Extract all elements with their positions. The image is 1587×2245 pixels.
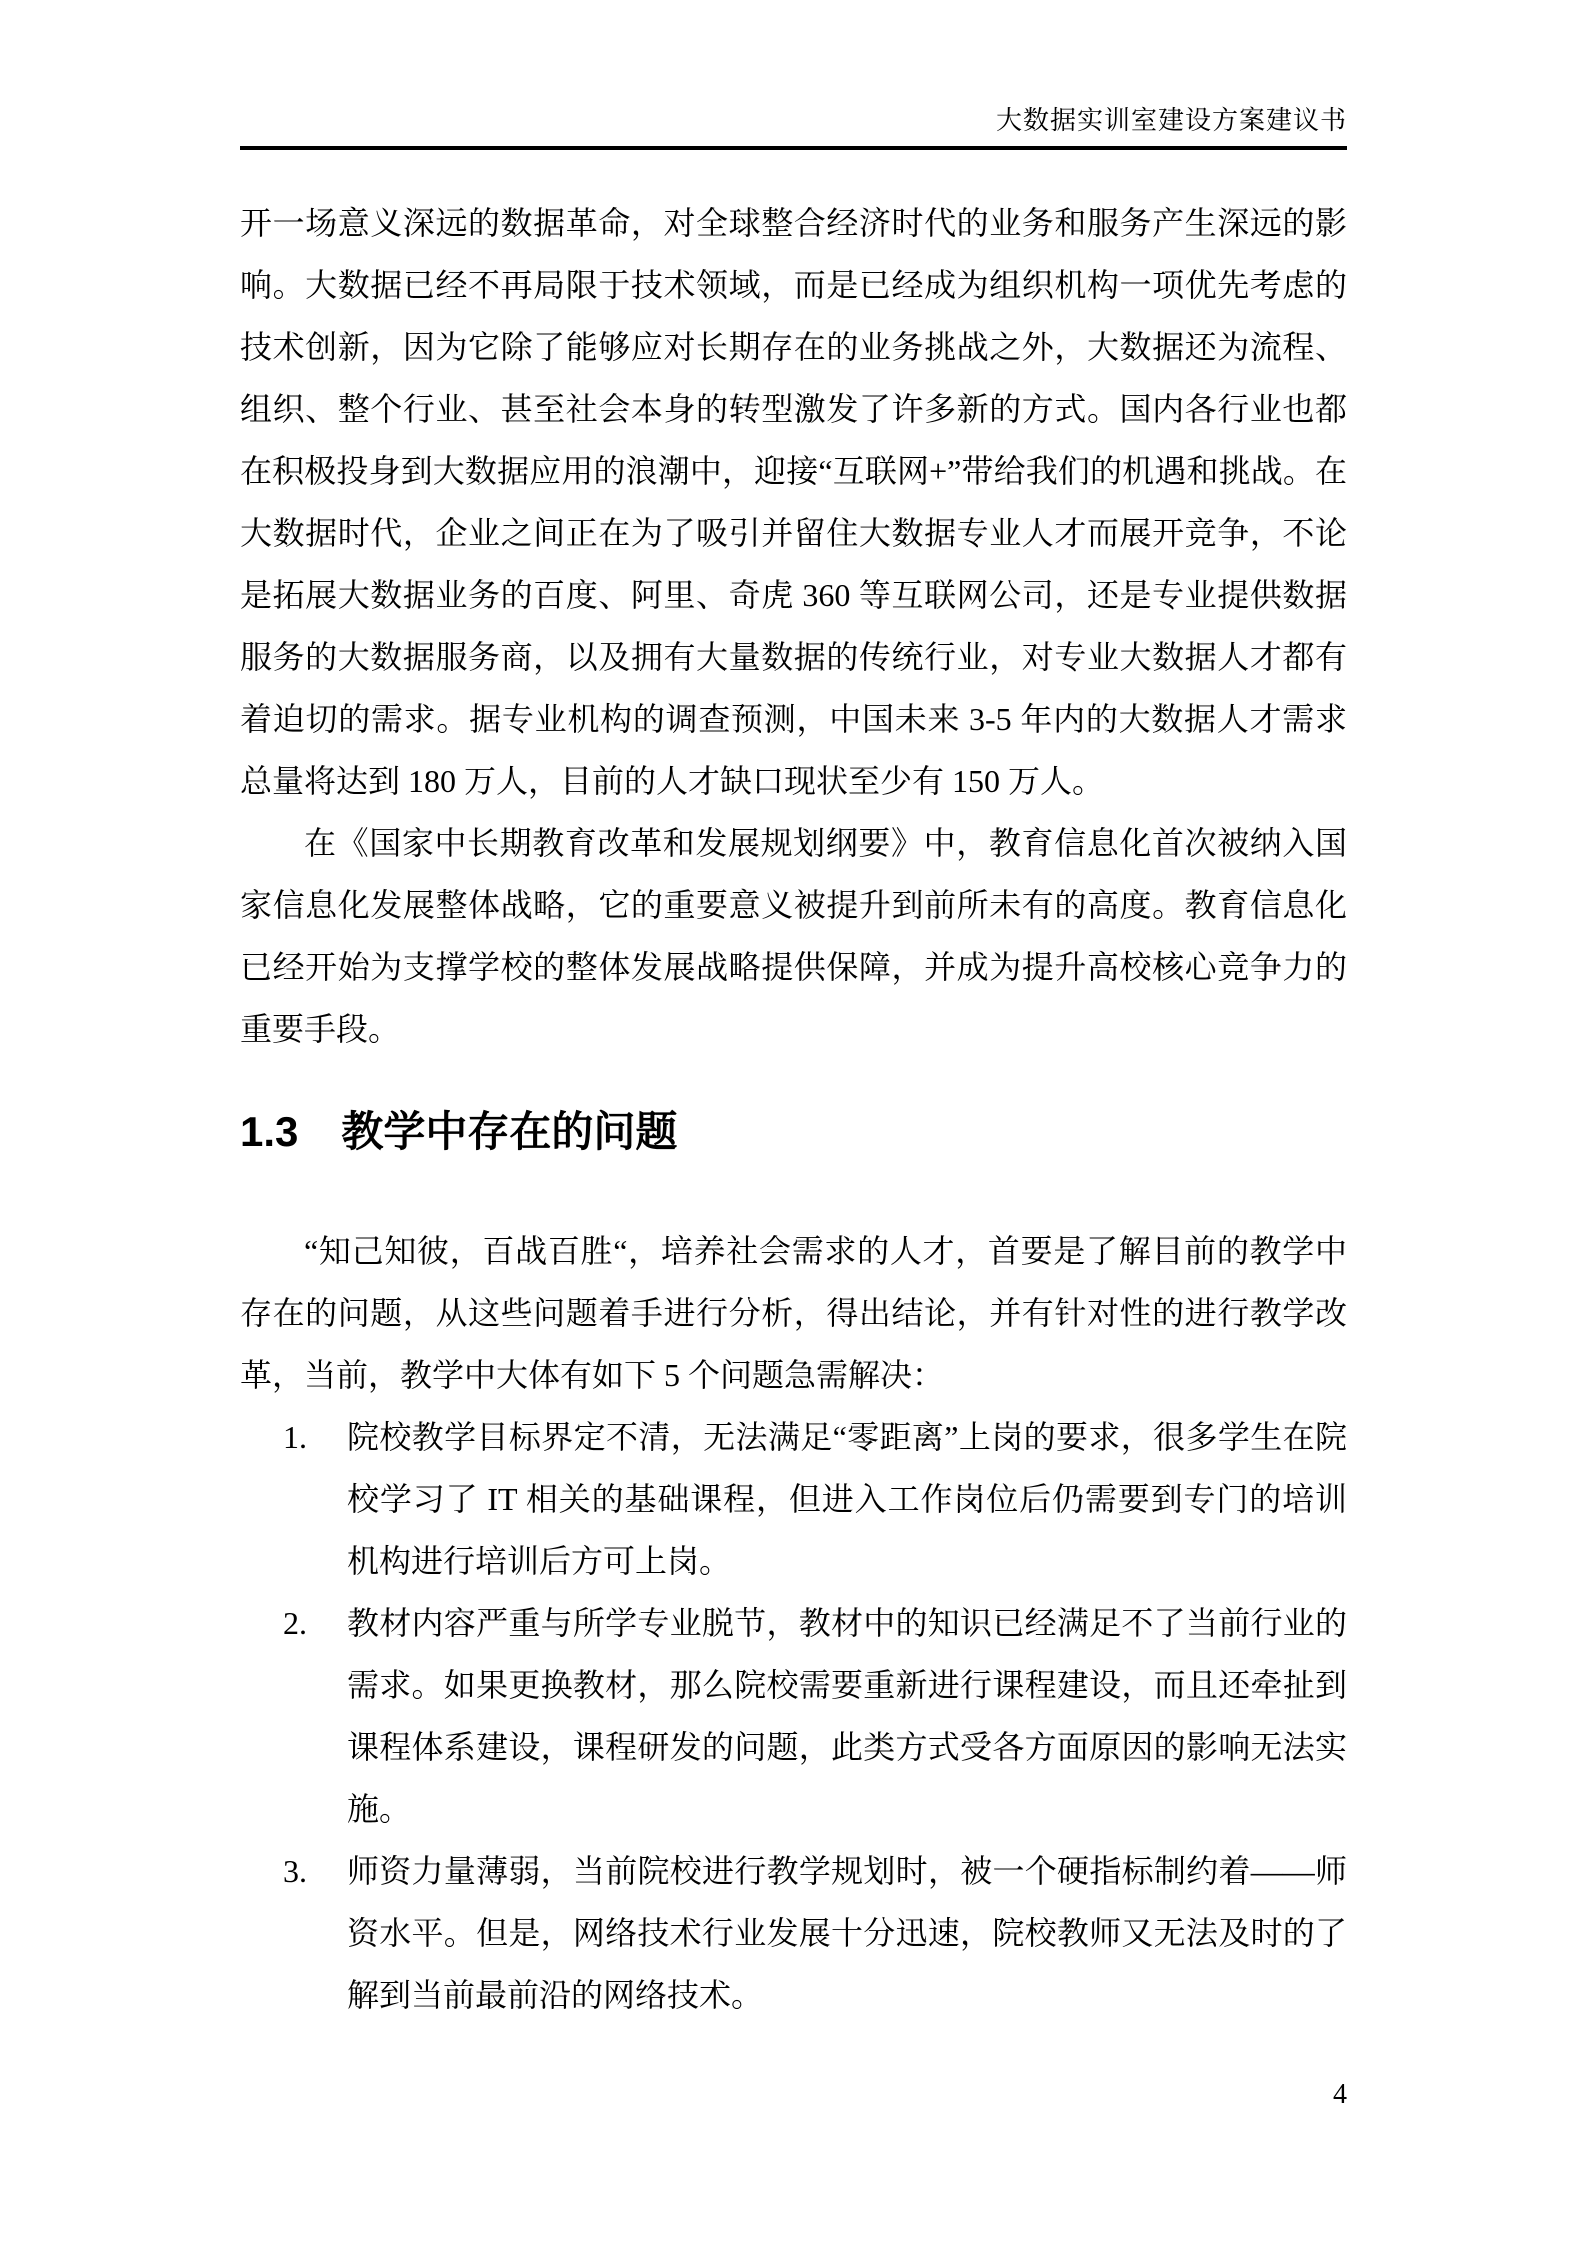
list-item-text: 教材内容严重与所学专业脱节，教材中的知识已经满足不了当前行业的需求。如果更换教材，那么院校需要重新进行课程建设，而且还牵扯到课程体系建设，课程研发的问题，此类方式受各方面原因的影响无法实施。 [347, 1605, 1347, 1827]
section-number: 1.3 [240, 1108, 299, 1155]
list-item-number: 1. [283, 1419, 307, 1455]
paragraph-teaching-problems-intro: “知己知彼，百战百胜“，培养社会需求的人才，首要是了解目前的教学中存在的问题，从这些问题着手进行分析，得出结论，并有针对性的进行教学改革，当前，教学中大体有如下 5 个问题急需解决： [240, 1233, 1347, 1393]
document-body [240, 192, 1347, 2026]
section-heading [240, 1104, 1347, 1160]
list-item-number: 3. [283, 1853, 307, 1889]
list-item [240, 1406, 1347, 1592]
problem-list [240, 1406, 1347, 2026]
section-title: 教学中存在的问题 [341, 1108, 678, 1155]
page-content [240, 104, 1347, 2026]
list-item [240, 1592, 1347, 1840]
page-footer [240, 2078, 1347, 2112]
header-title: 大数据实训室建设方案建议书 [995, 106, 1347, 135]
page-number: 4 [1333, 2079, 1347, 2110]
paragraph-big-data-revolution: 开一场意义深远的数据革命，对全球整合经济时代的业务和服务产生深远的影响。大数据已经不再局限于技术领域，而是已经成为组织机构一项优先考虑的技术创新，因为它除了能够应对长期存在的业务挑战之外，大数据还为流程、组织、整个行业、甚至社会本身的转型激发了许多新的方式。国内各行业也都在积极投身到大数据应用的浪潮中，迎接“互联网+”带给我们的机遇和挑战。在大数据时代，企业之间正在为了吸引并留住大数据专业人才而展开竞争，不论是拓展大数据业务的百度、阿里、奇虎 360 等互联网公司，还是专业提供数据服务的大数据服务商，以及拥有大量数据的传统行业，对专业大数据人才都有着迫切的需求。据专业机构的调查预测，中国未来 3-5 年内的大数据人才需求总量将达到 180 万人，目前的人才缺口现状至少有 150 万人。 [240, 205, 1347, 799]
list-item-number: 2. [283, 1605, 307, 1641]
list-item-text: 师资力量薄弱，当前院校进行教学规划时，被一个硬指标制约着——师资水平。但是，网络技术行业发展十分迅速，院校教师又无法及时的了解到当前最前沿的网络技术。 [347, 1853, 1347, 2013]
paragraph-education-informatization: 在《国家中长期教育改革和发展规划纲要》中，教育信息化首次被纳入国家信息化发展整体战略，它的重要意义被提升到前所未有的高度。教育信息化已经开始为支撑学校的整体发展战略提供保障，并成为提升高校核心竞争力的重要手段。 [240, 825, 1347, 1047]
list-item [240, 1840, 1347, 2026]
list-item-text: 院校教学目标界定不清，无法满足“零距离”上岗的要求，很多学生在院校学习了 IT 相关的基础课程，但进入工作岗位后仍需要到专门的培训机构进行培训后方可上岗。 [347, 1419, 1347, 1579]
page-header [240, 104, 1347, 150]
